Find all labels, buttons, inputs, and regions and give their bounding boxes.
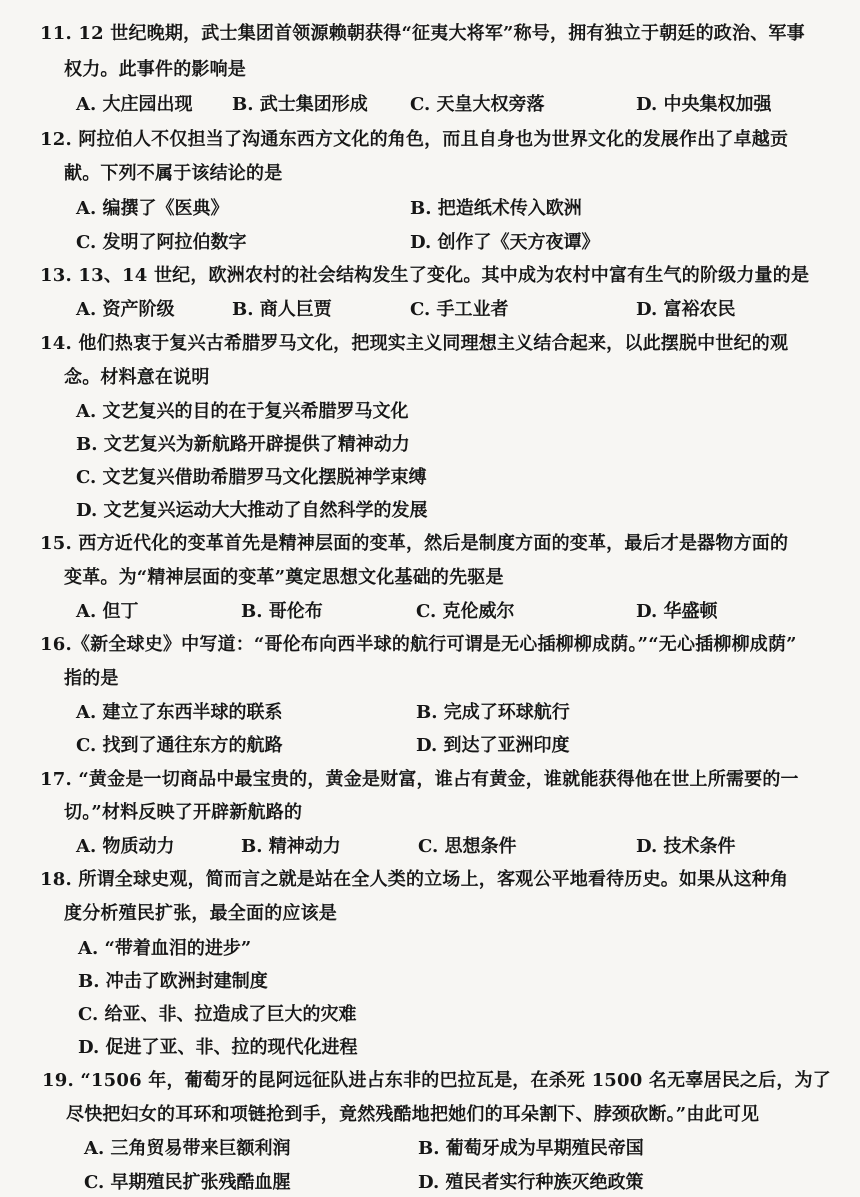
question-13-option-c: C. 手工业者 bbox=[410, 299, 509, 320]
question-16-option-a: A. 建立了东西半球的联系 bbox=[76, 702, 283, 723]
question-13-option-a: A. 资产阶级 bbox=[76, 299, 175, 320]
question-15-option-c: C. 克伦威尔 bbox=[416, 601, 515, 622]
question-16-option-c: C. 找到了通往东方的航路 bbox=[76, 735, 283, 756]
question-18-option-a: A. “带着血泪的进步” bbox=[78, 938, 252, 959]
question-14-option-b: B. 文艺复兴为新航路开辟提供了精神动力 bbox=[76, 434, 410, 455]
question-15-option-b: B. 哥伦布 bbox=[241, 601, 323, 622]
question-11-option-a: A. 大庄园出现 bbox=[76, 94, 193, 115]
question-11-option-c: C. 天皇大权旁落 bbox=[410, 94, 545, 115]
question-19-option-b: B. 葡萄牙成为早期殖民帝国 bbox=[418, 1138, 644, 1159]
question-14-line-1: 14. 他们热衷于复兴古希腊罗马文化，把现实主义同理想主义结合起来，以此摆脱中世纪的观 bbox=[40, 333, 789, 354]
question-12-option-b: B. 把造纸术传入欧洲 bbox=[410, 198, 582, 219]
question-12-option-a: A. 编撰了《医典》 bbox=[76, 198, 229, 219]
question-16-option-d: D. 到达了亚洲印度 bbox=[416, 735, 570, 756]
question-17-line-1: 17. “黄金是一切商品中最宝贵的，黄金是财富，谁占有黄金，谁就能获得他在世上所需要的一 bbox=[40, 769, 799, 790]
question-12-option-d: D. 创作了《天方夜谭》 bbox=[410, 232, 600, 253]
question-19-option-a: A. 三角贸易带来巨额利润 bbox=[84, 1138, 291, 1159]
question-14-line-2: 念。材料意在说明 bbox=[64, 367, 210, 388]
question-17-option-c: C. 思想条件 bbox=[418, 836, 517, 857]
question-19-option-d: D. 殖民者实行种族灭绝政策 bbox=[418, 1172, 644, 1193]
question-16-line-1: 16.《新全球史》中写道：“哥伦布向西半球的航行可谓是无心插柳柳成荫。”“无心插柳柳成荫” bbox=[40, 634, 797, 655]
question-19-line-1: 19. “1506 年，葡萄牙的昆阿远征队进占东非的巴拉瓦是，在杀死 1500 名无辜居民之后，为了 bbox=[42, 1070, 831, 1091]
question-19-line-2: 尽快把妇女的耳环和项链抢到手，竟然残酷地把她们的耳朵割下、脖颈砍断。”由此可见 bbox=[66, 1104, 760, 1125]
question-13-option-b: B. 商人巨贾 bbox=[232, 299, 332, 320]
question-14-option-a: A. 文艺复兴的目的在于复兴希腊罗马文化 bbox=[76, 401, 409, 422]
question-18-option-c: C. 给亚、非、拉造成了巨大的灾难 bbox=[78, 1004, 357, 1025]
question-18-option-b: B. 冲击了欧洲封建制度 bbox=[78, 971, 268, 992]
question-14-option-c: C. 文艺复兴借助希腊罗马文化摆脱神学束缚 bbox=[76, 467, 427, 488]
question-17-option-b: B. 精神动力 bbox=[241, 836, 341, 857]
question-15-line-1: 15. 西方近代化的变革首先是精神层面的变革，然后是制度方面的变革，最后才是器物方面的 bbox=[40, 533, 789, 554]
question-15-option-a: A. 但丁 bbox=[76, 601, 139, 622]
question-12-option-c: C. 发明了阿拉伯数字 bbox=[76, 232, 247, 253]
question-12-line-2: 献。下列不属于该结论的是 bbox=[64, 163, 283, 184]
question-15-option-d: D. 华盛顿 bbox=[636, 601, 718, 622]
question-18-line-2: 度分析殖民扩张，最全面的应该是 bbox=[64, 903, 337, 924]
question-18-line-1: 18. 所谓全球史观，简而言之就是站在全人类的立场上，客观公平地看待历史。如果从这种角 bbox=[40, 869, 789, 890]
question-13-option-d: D. 富裕农民 bbox=[636, 299, 736, 320]
question-16-line-2: 指的是 bbox=[64, 668, 119, 689]
question-12-line-1: 12. 阿拉伯人不仅担当了沟通东西方文化的角色，而且自身也为世界文化的发展作出了卓越贡 bbox=[40, 129, 789, 150]
question-19-option-c: C. 早期殖民扩张残酷血腥 bbox=[84, 1172, 291, 1193]
question-13-line-1: 13. 13、14 世纪，欧洲农村的社会结构发生了变化。其中成为农村中富有生气的阶级力量的是 bbox=[40, 265, 810, 286]
question-11-option-b: B. 武士集团形成 bbox=[232, 94, 368, 115]
question-11-line-2: 权力。此事件的影响是 bbox=[64, 59, 246, 80]
question-17-option-a: A. 物质动力 bbox=[76, 836, 175, 857]
question-16-option-b: B. 完成了环球航行 bbox=[416, 702, 570, 723]
question-11-option-d: D. 中央集权加强 bbox=[636, 94, 772, 115]
question-15-line-2: 变革。为“精神层面的变革”奠定思想文化基础的先驱是 bbox=[64, 567, 504, 588]
question-18-option-d: D. 促进了亚、非、拉的现代化进程 bbox=[78, 1037, 358, 1058]
question-14-option-d: D. 文艺复兴运动大大推动了自然科学的发展 bbox=[76, 500, 428, 521]
question-11-line-1: 11. 12 世纪晚期，武士集团首领源赖朝获得“征夷大将军”称号，拥有独立于朝廷的政治、军事 bbox=[40, 23, 805, 44]
question-17-line-2: 切。”材料反映了开辟新航路的 bbox=[64, 802, 303, 823]
question-17-option-d: D. 技术条件 bbox=[636, 836, 736, 857]
